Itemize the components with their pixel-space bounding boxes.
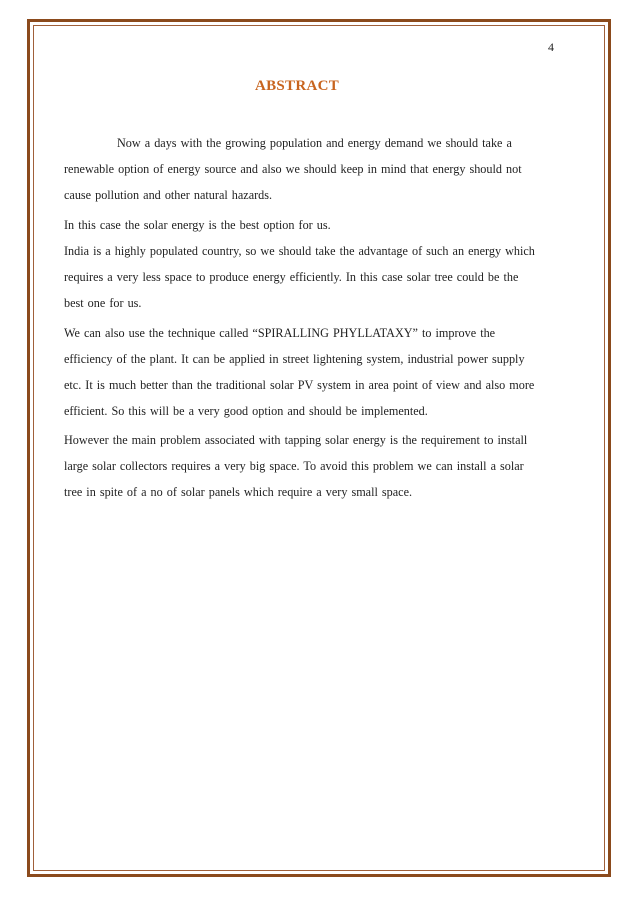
paragraph-line: efficiency of the plant. It can be applied in street lightening system, industrial power supply [64, 352, 525, 366]
paragraph-line: large solar collectors requires a very big space. To avoid this problem we can install a solar [64, 459, 524, 473]
page-number: 4 [548, 40, 554, 54]
paragraph-line: efficient. So this will be a very good option and should be implemented. [64, 404, 428, 418]
paragraph-line: etc. It is much better than the traditional solar PV system in area point of view and also more [64, 378, 535, 392]
paragraph-line: requires a very less space to produce energy efficiently. In this case solar tree could be the [64, 270, 519, 284]
paragraph-4 [64, 427, 584, 505]
paragraph-line: renewable option of energy source and also we should keep in mind that energy should not [64, 162, 522, 176]
paragraph-line: However the main problem associated with tapping solar energy is the requirement to install [64, 433, 528, 447]
paragraph-line: best one for us. [64, 296, 142, 310]
paragraph-line: tree in spite of a no of solar panels which require a very small space. [64, 485, 413, 499]
paragraph-1 [64, 130, 584, 208]
paragraph-line: cause pollution and other natural hazards. [64, 188, 273, 202]
paragraph-line: We can also use the technique called “SPIRALLING PHYLLATAXY” to improve the [64, 326, 496, 340]
page-title: ABSTRACT [254, 78, 340, 94]
paragraph-2 [64, 212, 584, 316]
paragraph-line: India is a highly populated country, so we should take the advantage of such an energy which [64, 244, 535, 258]
paragraph-line: In this case the solar energy is the best option for us. [64, 218, 331, 232]
paragraph-line: Now a days with the growing population and energy demand we should take a [117, 136, 512, 150]
paragraph-3 [64, 320, 584, 424]
